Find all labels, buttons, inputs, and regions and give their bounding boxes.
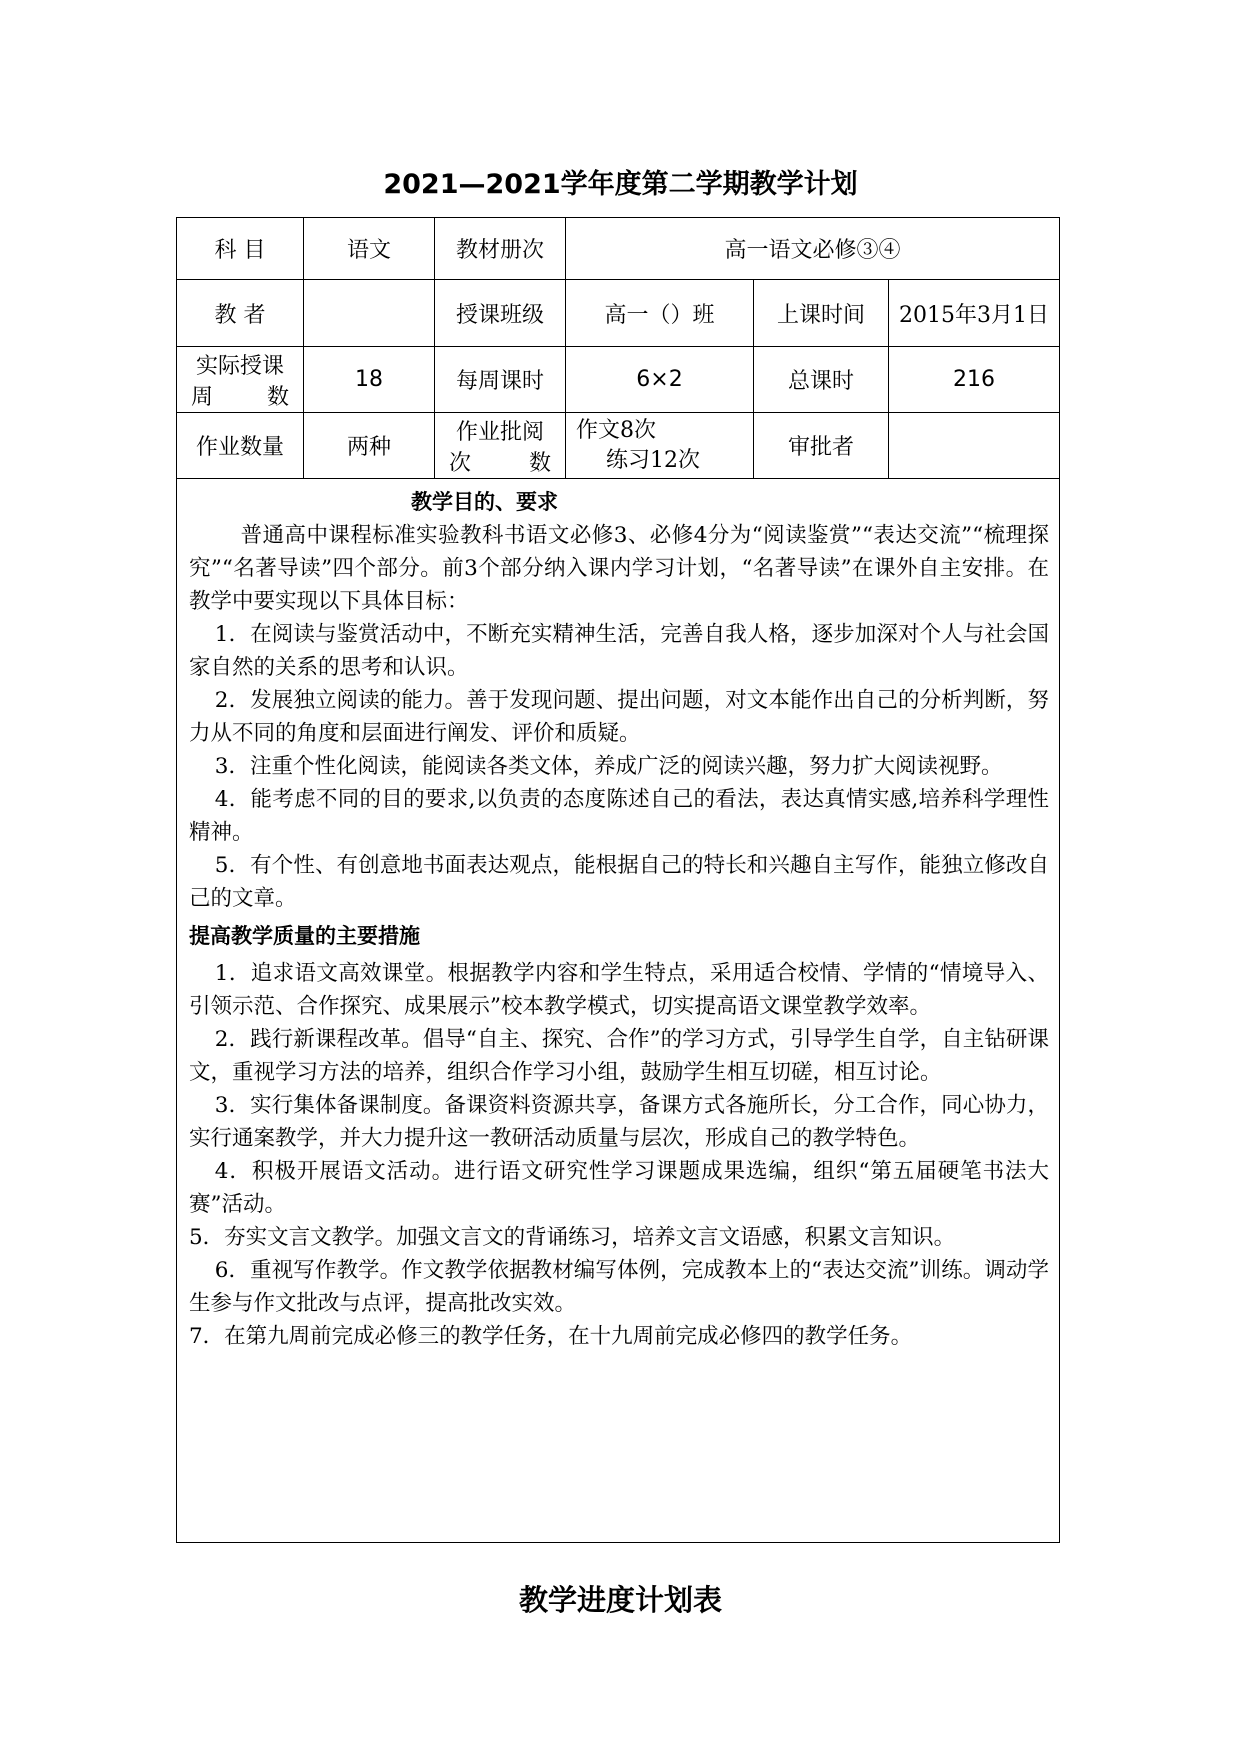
grading-label bbox=[435, 413, 566, 479]
plan-content bbox=[177, 479, 1060, 1543]
document-title: 2021—2021学年度第二学期教学计划 bbox=[383, 169, 858, 200]
table-row bbox=[177, 280, 1060, 347]
start-time-label: 上课时间 bbox=[754, 280, 889, 347]
measure-item: 6．重视写作教学。作文教学依据教材编写体例，完成教本上的“表达交流”训练。调动学生参与作文批改与点评，提高批改实效。 bbox=[189, 1258, 1050, 1316]
grading-value-line1: 作文8次 bbox=[576, 417, 656, 443]
start-time-value: 2015年3月1日 bbox=[889, 280, 1060, 347]
teacher-value bbox=[304, 280, 435, 347]
schedule-title: 教学进度计划表 bbox=[518, 1583, 722, 1617]
measure-item: 2．践行新课程改革。倡导“自主、探究、合作”的学习方式，引导学生自学，自主钻研课文，重视学习方法的培养，组织合作学习小组，鼓励学生相互切磋，相互讨论。 bbox=[189, 1027, 1050, 1085]
weekly-hours-value: 6×2 bbox=[566, 347, 754, 413]
table-row bbox=[177, 479, 1060, 1543]
goal-item: 1．在阅读与鉴赏活动中，不断充实精神生活，完善自我人格，逐步加深对个人与社会国家自然的关系的思考和认识。 bbox=[189, 622, 1050, 680]
grading-label-line1: 作业批阅 bbox=[455, 419, 544, 445]
homework-value: 两种 bbox=[304, 413, 435, 479]
grading-label-line2: 次 数 bbox=[449, 450, 551, 476]
textbook-value: 高一语文必修③④ bbox=[566, 218, 1060, 280]
measure-item: 4．积极开展语文活动。进行语文研究性学习课题成果选编，组织“第五届硬笔书法大赛”活动。 bbox=[189, 1159, 1050, 1217]
total-hours-label: 总课时 bbox=[754, 347, 889, 413]
weeks-value: 18 bbox=[304, 347, 435, 413]
measure-item: 3．实行集体备课制度。备课资料资源共享，备课方式各施所长，分工合作，同心协力，实行通案教学，并大力提升这一教研活动质量与层次，形成自己的教学特色。 bbox=[189, 1093, 1050, 1151]
textbook-label: 教材册次 bbox=[435, 218, 566, 280]
goal-item: 2．发展独立阅读的能力。善于发现问题、提出问题，对文本能作出自己的分析判断，努力从不同的角度和层面进行阐发、评价和质疑。 bbox=[189, 688, 1050, 746]
goal-item: 5．有个性、有创意地书面表达观点，能根据自己的特长和兴趣自主写作，能独立修改自己的文章。 bbox=[189, 853, 1050, 911]
approver-value bbox=[889, 413, 1060, 479]
measure-item: 1．追求语文高效课堂。根据教学内容和学生特点，采用适合校情、学情的“情境导入、引领示范、合作探究、成果展示”校本教学模式，切实提高语文课堂教学效率。 bbox=[189, 961, 1050, 1019]
total-hours-value: 216 bbox=[889, 347, 1060, 413]
weekly-hours-label: 每周课时 bbox=[435, 347, 566, 413]
grading-value-line2: 练习12次 bbox=[606, 447, 700, 473]
weeks-label-line2: 周 数 bbox=[191, 384, 289, 410]
weeks-label bbox=[177, 347, 304, 413]
table-row bbox=[177, 347, 1060, 413]
approver-label: 审批者 bbox=[754, 413, 889, 479]
measures-heading: 提高教学质量的主要措施 bbox=[189, 924, 420, 948]
grading-value bbox=[566, 413, 754, 479]
measure-item: 5．夯实文言文教学。加强文言文的背诵练习，培养文言文语感，积累文言知识。 bbox=[189, 1225, 956, 1250]
measure-item: 7．在第九周前完成必修三的教学任务，在十九周前完成必修四的教学任务。 bbox=[189, 1324, 913, 1349]
subject-label: 科 目 bbox=[177, 218, 304, 280]
weeks-label-line1: 实际授课 bbox=[195, 353, 284, 379]
table-row bbox=[177, 218, 1060, 280]
plan-table bbox=[176, 217, 1060, 1543]
goals-heading: 教学目的、要求 bbox=[411, 490, 558, 514]
goal-item: 4．能考虑不同的目的要求,以负责的态度陈述自己的看法，表达真情实感,培养科学理性精神。 bbox=[189, 787, 1050, 845]
class-value: 高一（）班 bbox=[566, 280, 754, 347]
goal-item: 3．注重个性化阅读，能阅读各类文体，养成广泛的阅读兴趣，努力扩大阅读视野。 bbox=[214, 754, 1003, 779]
teacher-label: 教 者 bbox=[177, 280, 304, 347]
goals-intro: 普通高中课程标准实验教科书语文必修3、必修4分为“阅读鉴赏”“表达交流”“梳理探究”“名著导读”四个部分。前3个部分纳入课内学习计划，“名著导读”在课外自主安排。在教学中要实现以下具体目标： bbox=[189, 523, 1050, 614]
class-label: 授课班级 bbox=[435, 280, 566, 347]
subject-value: 语文 bbox=[304, 218, 435, 280]
homework-label: 作业数量 bbox=[177, 413, 304, 479]
table-row bbox=[177, 413, 1060, 479]
